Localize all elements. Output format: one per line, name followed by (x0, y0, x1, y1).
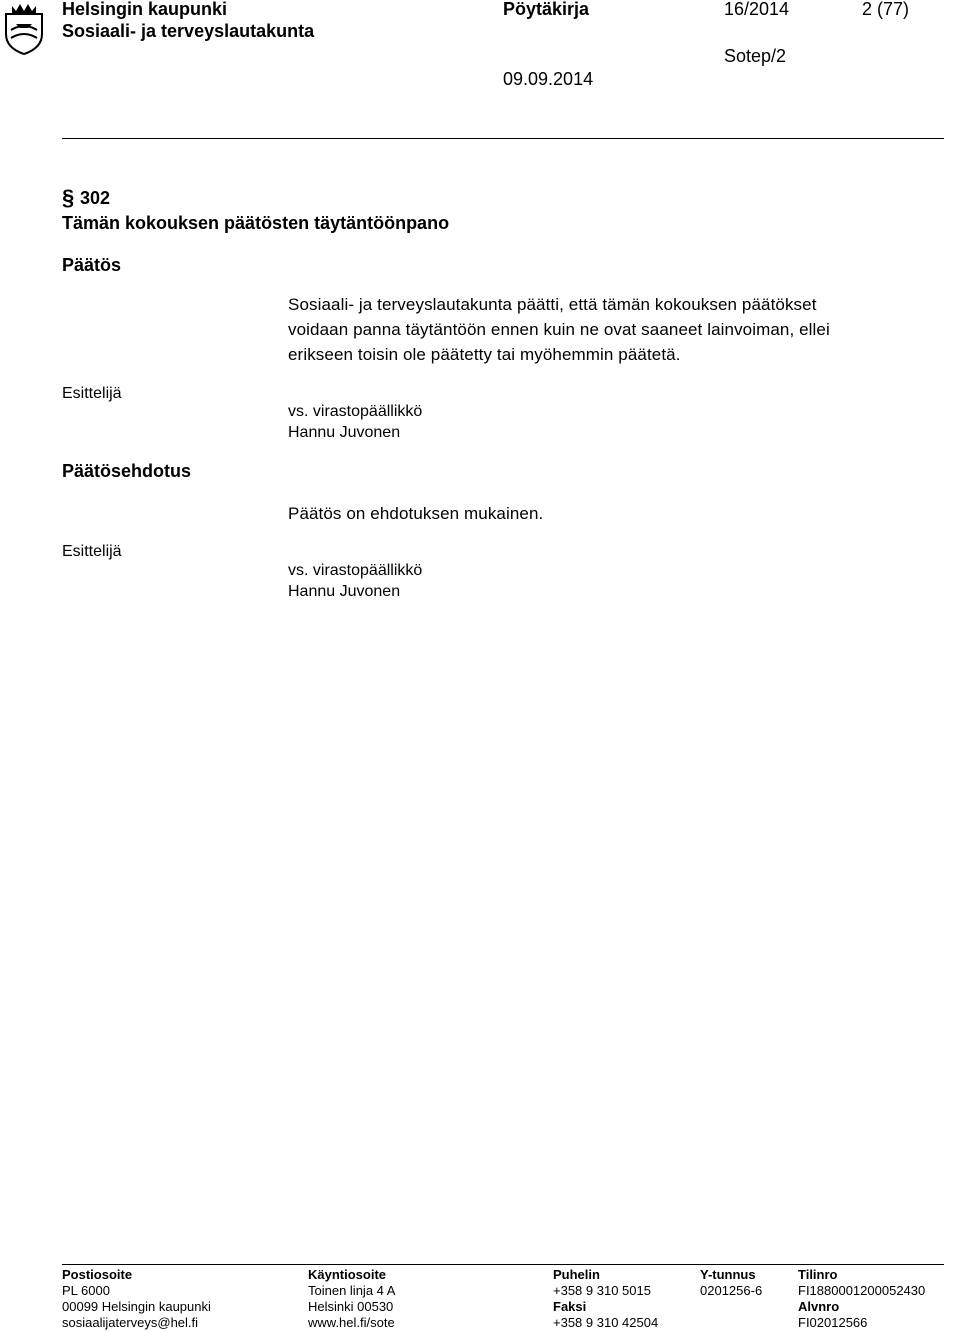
footer-fax-number: +358 9 310 42504 (553, 1315, 659, 1330)
footer-phone (553, 1267, 658, 1331)
org-name: Helsingin kaupunki (62, 0, 228, 19)
footer-rule (62, 1264, 944, 1265)
footer-phone-heading: Puhelin (553, 1267, 600, 1282)
footer-visiting-line-1: Toinen linja 4 A (308, 1283, 396, 1298)
footer-account-heading: Tilinro (798, 1267, 838, 1282)
footer-account (798, 1267, 925, 1331)
footer-phone-number: +358 9 310 5015 (553, 1283, 651, 1298)
decision-presenter-title: vs. virastopäällikkö (288, 403, 423, 420)
footer-visiting-line-2: Helsinki 00530 (308, 1299, 394, 1314)
footer-account-number: FI1880001200052430 (798, 1283, 926, 1298)
reference-code: Sotep/2 (724, 46, 787, 66)
header-rule (62, 138, 944, 139)
footer-vat-number: FI02012566 (798, 1315, 868, 1330)
proposal-presenter-label: Esittelijä (62, 543, 122, 560)
footer-visiting (308, 1267, 395, 1331)
decision-heading: Päätös (62, 255, 122, 275)
section-number: 302 (80, 188, 111, 208)
decision-presenter-label: Esittelijä (62, 385, 122, 402)
footer-fax-heading: Faksi (553, 1299, 587, 1314)
minutes-number: 16/2014 (724, 0, 790, 19)
footer-website[interactable]: www.hel.fi/sote (308, 1315, 395, 1330)
proposal-heading: Päätösehdotus (62, 461, 192, 481)
section-title: Tämän kokouksen päätösten täytäntöönpano (62, 213, 450, 233)
page-number: 2 (77) (862, 0, 910, 19)
decision-text-line-2: voidaan panna täytäntöön ennen kuin ne ovat saaneet lainvoiman, ellei (288, 320, 830, 339)
proposal-presenter-title: vs. virastopäällikkö (288, 562, 423, 579)
proposal-presenter-name: Hannu Juvonen (288, 583, 401, 600)
proposal-text: Päätös on ehdotuksen mukainen. (288, 504, 544, 523)
board-name: Sosiaali- ja terveyslautakunta (62, 21, 315, 41)
footer-business-id-heading: Y-tunnus (700, 1267, 756, 1282)
footer-postal-heading: Postiosoite (62, 1267, 133, 1282)
footer-business-id (700, 1267, 762, 1299)
footer-email[interactable]: sosiaalijaterveys@hel.fi (62, 1315, 199, 1330)
footer-postal-line-1: PL 6000 (62, 1283, 110, 1298)
meeting-date: 09.09.2014 (503, 69, 594, 89)
decision-presenter-name: Hannu Juvonen (288, 424, 401, 441)
city-coat-of-arms-logo (2, 0, 46, 56)
decision-text-line-1: Sosiaali- ja terveyslautakunta päätti, että tämän kokouksen päätökset (288, 295, 817, 314)
footer-vat-heading: Alvnro (798, 1299, 840, 1314)
decision-text-line-3: erikseen toisin ole päätetty tai myöhemmin päätetä. (288, 345, 681, 364)
footer-business-id-value: 0201256-6 (700, 1283, 763, 1298)
footer-postal (62, 1267, 211, 1331)
footer-postal-line-2: 00099 Helsingin kaupunki (62, 1299, 211, 1314)
document-type: Pöytäkirja (503, 0, 590, 19)
footer-visiting-heading: Käyntiosoite (308, 1267, 387, 1282)
section-sign: § (62, 185, 75, 210)
